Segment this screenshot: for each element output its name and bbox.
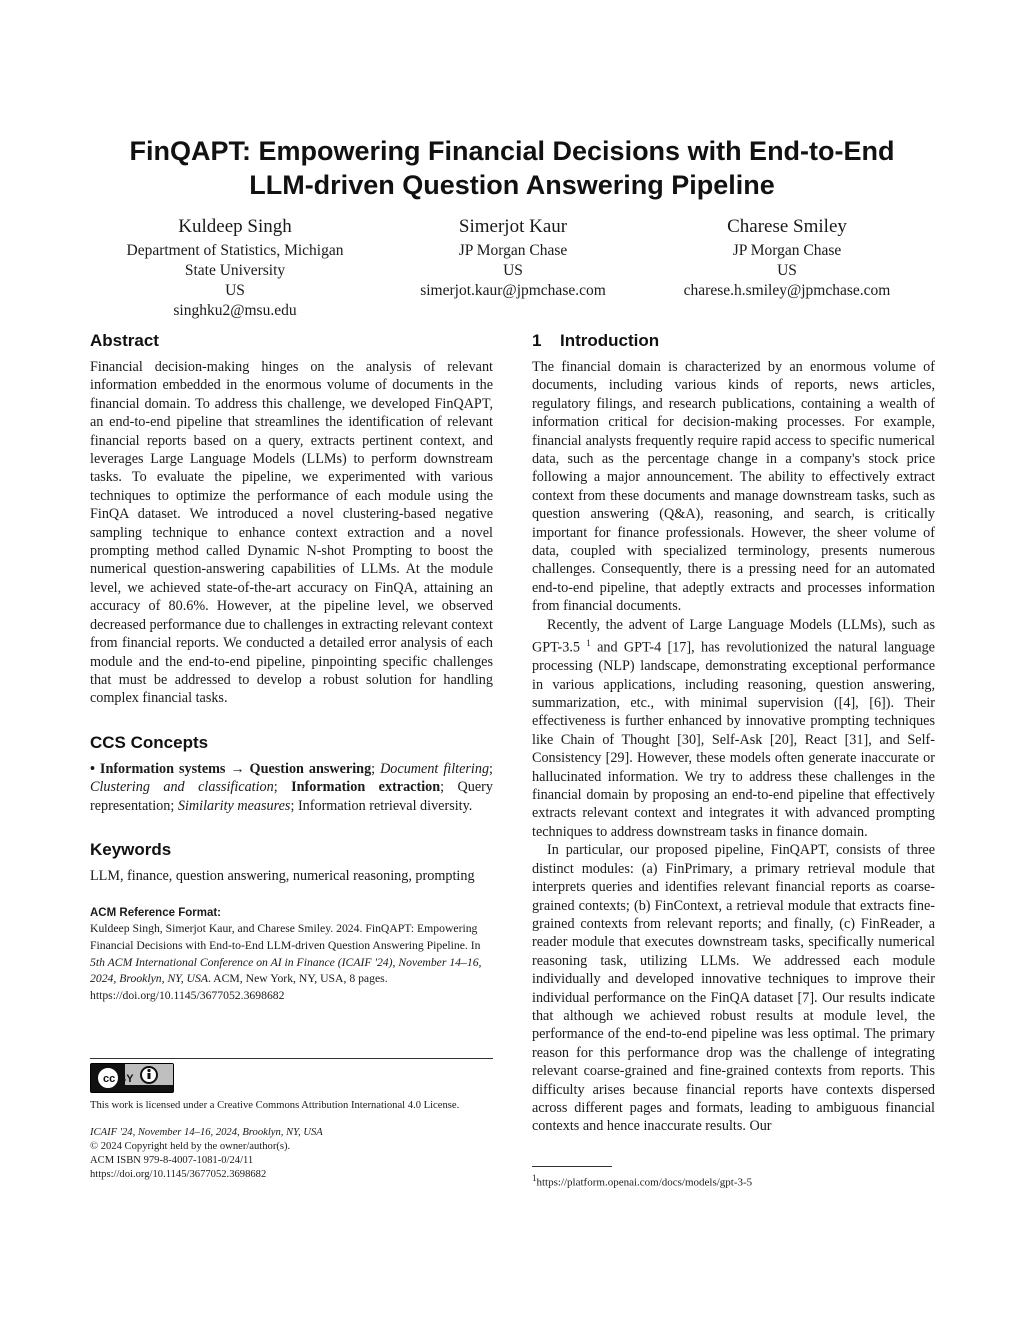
author-email: singhku2@msu.edu xyxy=(173,302,297,319)
author-affiliation: State University xyxy=(184,262,286,279)
footnote-divider xyxy=(532,1166,612,1167)
acm-reference-text: Kuldeep Singh, Simerjot Kaur, and Charese Smiley. 2024. FinQAPT: Empowering Financial Decisions with End-to-End LLM-driven Question Answering Pipeline. In 5th ACM International Conference on AI in Finance (ICAIF '24), November 14–16, 2024, Brooklyn, NY, USA. ACM, New York, NY, USA, 8 pages. https://doi.org/10.1145/3677052.3698682 xyxy=(90,922,482,1002)
cc-badge-label: cc BY xyxy=(103,1073,134,1086)
acm-reference-heading: ACM Reference Format: xyxy=(90,907,221,920)
ccs-concept: Document filtering xyxy=(380,760,490,777)
section-heading-introduction: 1 Introduction xyxy=(532,331,660,350)
paper-title: FinQAPT: Empowering Financial Decisions with End-to-End LLM-driven Question Answering Pipeline xyxy=(129,136,895,200)
author-email: simerjot.kaur@jpmchase.com xyxy=(420,282,606,299)
author-country: US xyxy=(777,262,797,279)
footnote-marker[interactable]: 1 xyxy=(586,638,591,649)
intro-paragraph-2: Recently, the advent of Large Language Models (LLMs), such as GPT-3.5 $^1$ and GPT-4 [17], has revolutionized the natural language processing (NLP) landscape, demonstrating exceptional performance in various applications, including reasoning, question answering, summarization, etc., with minimal supervision ([4], [6]). Their effectiveness is further enhanced by innovative prompting techniques like Chain of Thought [30], Self-Ask [20], React [31], and Self-Consistency [29]. However, these models often generate inaccurate or hallucinated information. We try to address these challenges in the financial domain by proposing an end-to-end pipeline that effectively extracts relevant context and integrates it with advanced prompting techniques to address downstream tasks in finance domain. xyxy=(532,616,935,840)
author-email: charese.h.smiley@jpmchase.com xyxy=(683,282,891,299)
copyright-line: © 2024 Copyright held by the owner/author(s). xyxy=(90,1140,291,1152)
author-affiliation: JP Morgan Chase xyxy=(458,242,568,259)
ccs-concept: Information systems → Question answering xyxy=(99,760,372,777)
keywords-text: LLM, finance, question answering, numerical reasoning, prompting xyxy=(90,867,475,884)
ccs-bullet: • xyxy=(90,760,95,777)
author-block-3 xyxy=(656,214,918,301)
ccs-heading: CCS Concepts xyxy=(90,732,209,752)
intro-paragraph-1: The financial domain is characterized by an enormous volume of documents, including various kinds of reports, news articles, regulatory filings, and research publications, containing a wealth of information critical for decision-making processes. For example, financial analysts frequently require rapid access to specific numerical data, such as the percentage change in a company's stock price following a major announcement. The ability to effectively extract context from these documents and manage downstream tasks, such as question answering (Q&A), reasoning, and search, is critically important for finance professionals. However, the sheer volume of data, coupled with specialized terminology, presents numerous challenges. Consequently, there is a pressing need for an automated end-to-end pipeline, that adeptly extracts and processes information from financial documents. xyxy=(532,359,935,615)
ccs-concept: Clustering and classification xyxy=(90,779,274,796)
ccs-concept: Information extraction xyxy=(291,779,441,796)
cc-by-badge xyxy=(90,1063,174,1093)
author-affiliation: JP Morgan Chase xyxy=(732,242,842,259)
cc-by-icon xyxy=(91,1064,173,1092)
left-column xyxy=(90,330,493,1182)
right-column xyxy=(532,330,935,1136)
abstract-text: Financial decision-making hinges on the analysis of relevant information embedded in the enormous volume of documents in the financial domain. To address this challenge, we developed FinQAPT, an end-to-end pipeline that streamlines the identification of relevant financial reports based on a query, extracts pertinent context, and leverages Large Language Models (LLMs) to perform downstream tasks. To evaluate the pipeline, we experimented with various techniques to optimize the performance of each module using the FinQA dataset. We introduced a novel clustering-based negative sampling technique to enhance context extraction and a novel prompting method called Dynamic N-shot Prompting to boost the numerical question-answering capabilities of LLMs. At the module level, we achieved state-of-the-art accuracy on FinQA, attaining an accuracy of 80.6%. However, at the pipeline level, we observed decreased performance due to challenges in extracting relevant context from financial reports. We conducted a detailed error analysis of each module and the end-to-end pipeline, pinpointing specific challenges that must be addressed to develop a robust solution for handling complex financial tasks. xyxy=(90,359,493,707)
keywords-heading: Keywords xyxy=(90,839,172,859)
author-name: Charese Smiley xyxy=(727,216,847,237)
isbn-line: ACM ISBN 979-8-4007-1081-0/24/11 xyxy=(90,1154,254,1166)
author-block-1 xyxy=(90,214,380,321)
ccs-text: • Information systems → Question answering; Document filtering; Clustering and classification; Information extraction; Query representation; Similarity measures; Information retrieval diversity. xyxy=(90,760,493,814)
author-block-2 xyxy=(380,214,646,301)
footnote-url[interactable]: https://platform.openai.com/docs/models/gpt-3-5 xyxy=(536,1176,753,1189)
conference-line: ICAIF '24, November 14–16, 2024, Brooklyn, NY, USA xyxy=(90,1126,323,1138)
ccs-concept: Information retrieval diversity. xyxy=(297,797,473,814)
intro-paragraph-3: In particular, our proposed pipeline, FinQAPT, consists of three distinct modules: (a) FinPrimary, a primary retrieval module that interprets queries and identifies relevant financial reports as coarse-grained contexts; (b) FinContext, a retrieval module that extracts fine-grained contexts from relevant reports; and finally, (c) FinReader, a reader module that executes downstream tasks, specifically numerical reasoning task, utilizing LLMs. We addressed each module individually and developed innovative techniques to improve their individual performance on the FinQA dataset [7]. Our results indicate that although we achieved robust results at module level, the performance of the end-to-end pipeline was less optimal. The primary reason for this performance drop was the challenge of integrating relevant coarse-grained and fine-grained contexts from reports. This difficulty arises because financial reports have contexts dispersed across different pages and formats, leading to ambiguous financial contexts and hence inaccurate results. Our xyxy=(532,842,935,1135)
author-name: Simerjot Kaur xyxy=(458,216,568,237)
author-country: US xyxy=(225,282,245,299)
ccs-concept: Similarity measures xyxy=(177,797,291,814)
license-divider xyxy=(90,1058,493,1059)
author-country: US xyxy=(503,262,523,279)
footnote: $^1$https://platform.openai.com/docs/models/gpt-3-5 xyxy=(532,1173,753,1189)
doi-link[interactable]: https://doi.org/10.1145/3677052.3698682 xyxy=(90,1169,267,1181)
author-affiliation: Department of Statistics, Michigan xyxy=(126,242,344,259)
ccs-concept: Query representation xyxy=(90,779,493,814)
author-name: Kuldeep Singh xyxy=(178,216,292,237)
license-text: This work is licensed under a Creative Commons Attribution International 4.0 License. xyxy=(90,1100,460,1112)
abstract-heading: Abstract xyxy=(90,331,159,350)
